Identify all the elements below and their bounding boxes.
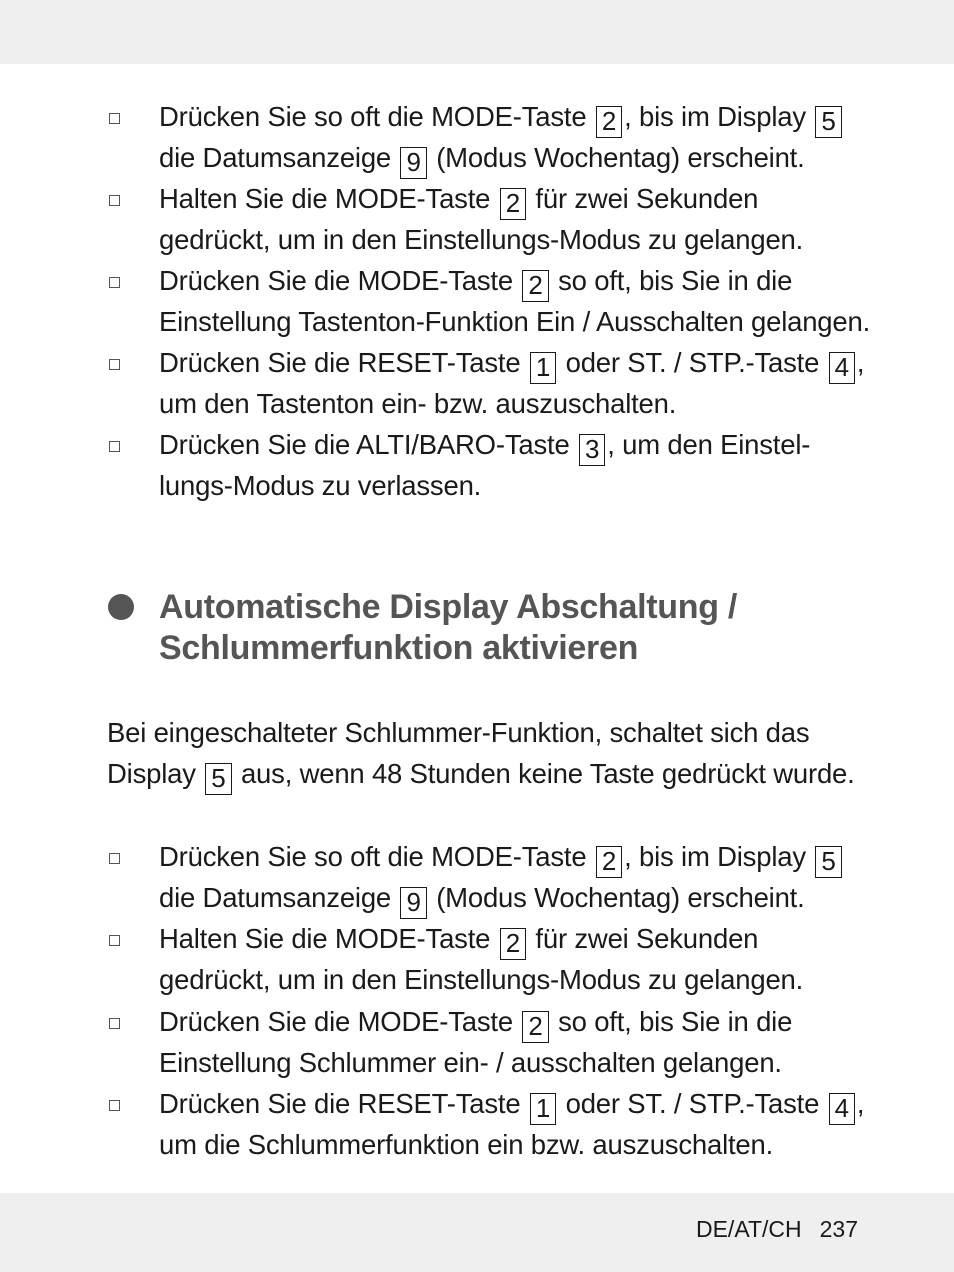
key-ref: 5 <box>205 763 231 795</box>
checkbox-bullet-icon <box>109 441 120 452</box>
key-ref: 1 <box>530 352 556 384</box>
step-line-2: die Datumsanzeige 9 (Modus Wochentag) erscheint. <box>159 142 805 177</box>
intro-line-2: Display 5 aus, wenn 48 Stunden keine Taste gedrückt wurde. <box>107 758 855 793</box>
key-ref: 5 <box>815 846 841 878</box>
checkbox-bullet-icon <box>109 935 120 946</box>
key-ref: 4 <box>829 1093 855 1125</box>
step-line-2: um die Schlummerfunktion ein bzw. auszuschalten. <box>159 1129 774 1160</box>
checkbox-bullet-icon <box>109 113 120 124</box>
step-line-1: Drücken Sie die RESET-Taste 1 oder ST. / STP.-Taste 4 , <box>159 347 865 382</box>
step-line-2: um den Tastenton ein- bzw. auszuschalten. <box>159 388 677 419</box>
step-line-2: gedrückt, um in den Einstellungs-Modus zu gelangen. <box>159 224 804 255</box>
page-footer <box>696 1216 858 1243</box>
step-line-2: lungs-Modus zu verlassen. <box>159 470 482 501</box>
checkbox-bullet-icon <box>109 195 120 206</box>
step-line-2: Einstellung Schlummer ein- / ausschalten gelangen. <box>159 1047 782 1078</box>
checkbox-bullet-icon <box>109 853 120 864</box>
checkbox-bullet-icon <box>109 277 120 288</box>
section-heading-line-1: Automatische Display Abschaltung / <box>159 588 737 626</box>
key-ref: 2 <box>500 188 526 220</box>
checkbox-bullet-icon <box>109 359 120 370</box>
step-line-1: Drücken Sie so oft die MODE-Taste 2 , bis im Display 5 <box>159 840 844 878</box>
step-line-1: Drücken Sie die MODE-Taste 2 so oft, bis Sie in die <box>159 1006 793 1041</box>
step-line-1: Drücken Sie die MODE-Taste 2 so oft, bis Sie in die <box>159 265 793 300</box>
key-ref: 2 <box>500 928 526 960</box>
key-ref: 2 <box>596 106 622 138</box>
step-line-2: gedrückt, um in den Einstellungs-Modus zu gelangen. <box>159 964 804 995</box>
step-line-1: Halten Sie die MODE-Taste 2 für zwei Sekunden <box>159 923 759 958</box>
footer-lang: DE/AT/CH <box>695 1216 802 1242</box>
key-ref: 9 <box>400 147 426 179</box>
step-line-1: Drücken Sie so oft die MODE-Taste 2 , bis im Display 5 <box>159 100 844 138</box>
key-ref: 4 <box>829 352 855 384</box>
checkbox-bullet-icon <box>109 1018 120 1029</box>
checkbox-bullet-icon <box>109 1100 120 1111</box>
key-ref: 2 <box>522 1011 548 1043</box>
key-ref: 3 <box>579 434 605 466</box>
heading-bullet-icon <box>108 594 134 620</box>
key-ref: 2 <box>596 846 622 878</box>
page-number: 237 <box>819 1216 858 1242</box>
key-ref: 1 <box>530 1093 556 1125</box>
key-ref: 5 <box>815 106 841 138</box>
top-band <box>0 0 954 64</box>
key-ref: 9 <box>400 887 426 919</box>
section-heading-line-2: Schlummerfunktion aktivieren <box>159 629 639 667</box>
step-line-2: Einstellung Tastenton-Funktion Ein / Ausschalten gelangen. <box>159 306 871 337</box>
step-line-1: Drücken Sie die RESET-Taste 1 oder ST. / STP.-Taste 4 , <box>159 1088 865 1123</box>
step-line-1: Drücken Sie die ALTI/BARO-Taste 3 , um den Einstel- <box>159 429 811 464</box>
step-line-1: Halten Sie die MODE-Taste 2 für zwei Sekunden <box>159 183 759 218</box>
intro-line-1: Bei eingeschalteter Schlummer-Funktion, schaltet sich das <box>107 717 810 748</box>
key-ref: 2 <box>522 270 548 302</box>
step-line-2: die Datumsanzeige 9 (Modus Wochentag) erscheint. <box>159 882 805 917</box>
